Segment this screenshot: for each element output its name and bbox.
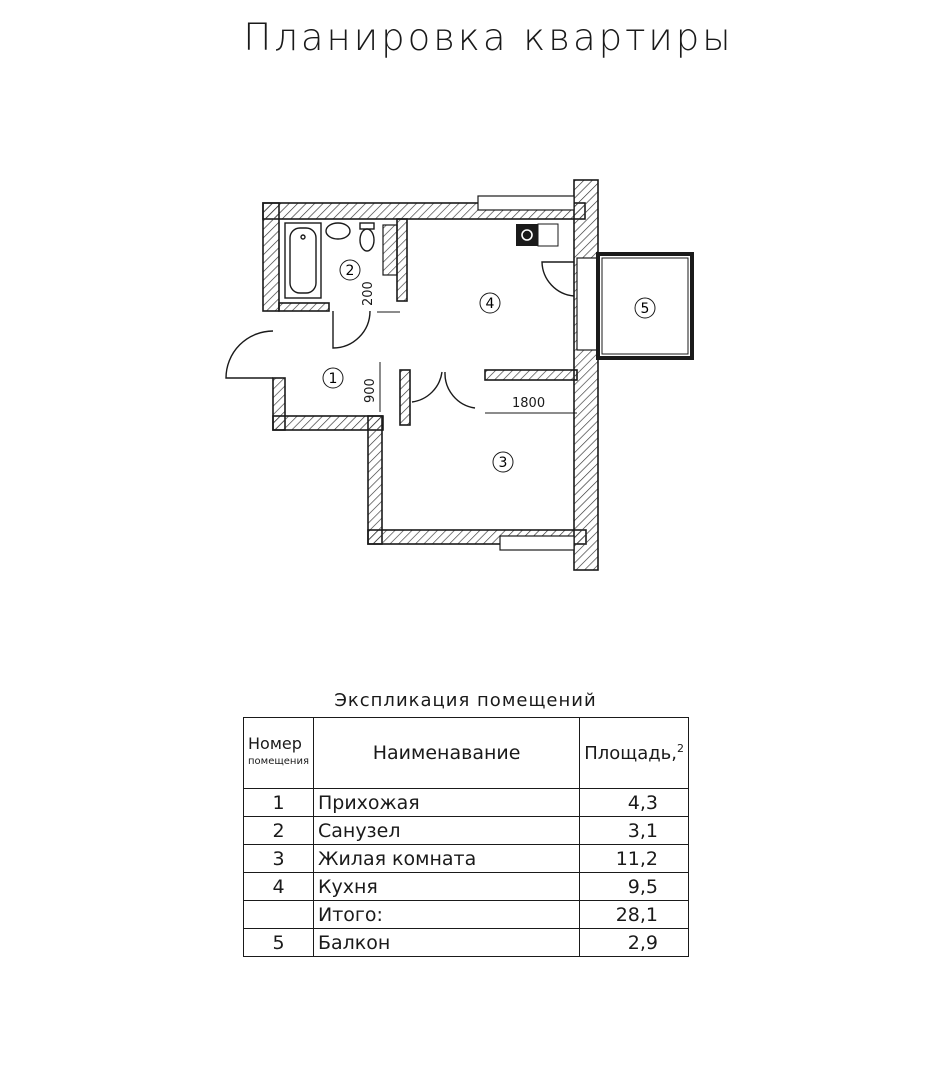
header-number: Номер помещения [244,718,314,789]
explication-caption: Экспликация помещений [334,690,597,711]
walls [263,180,598,570]
wall-hall-bottom [273,416,383,430]
room-marker-1 [323,368,343,388]
window-bottom [500,536,574,550]
table-row-total: Итого: 28,1 [244,901,689,929]
header-area: Площадь,$^2$ [580,718,689,789]
toilet [360,223,374,251]
wall-bedroom-left [368,416,382,544]
table-header-row [244,718,689,789]
wall-corridor [400,370,410,425]
wall-kitchen-bedroom [485,370,577,380]
dim-900: 900 [363,378,378,403]
table-row: 3 Жилая комната 11,2 [244,845,689,873]
dimensions [361,281,577,413]
room-marker-3 [493,452,513,472]
room-marker-5 [635,298,655,318]
svg-text:1: 1 [328,371,338,387]
page-title: Планировка квартиры [243,16,734,59]
svg-text:4: 4 [485,296,495,312]
header-name: Наименавание [313,718,579,789]
dim-200: 200 [361,281,376,306]
window-top [478,196,574,210]
room-marker-4 [480,293,500,313]
svg-text:2: 2 [345,263,355,279]
svg-text:3: 3 [498,455,508,471]
wall-wc-right [397,219,407,301]
washer [383,225,397,275]
dim-1800: 1800 [512,396,546,411]
table-row: 5 Балкон 2,9 [244,929,689,957]
stove [516,224,558,246]
table-row: 2 Санузел 3,1 [244,817,689,845]
explication-table [243,717,689,957]
room-marker-2 [340,260,360,280]
bathtub [285,223,321,298]
wall-bath-partition [279,303,329,311]
sink [326,223,350,239]
window-right [577,258,597,350]
wall-left-bath [263,203,279,311]
table-row: 1 Прихожая 4,3 [244,789,689,817]
table-row: 4 Кухня 9,5 [244,873,689,901]
svg-text:5: 5 [640,301,650,317]
